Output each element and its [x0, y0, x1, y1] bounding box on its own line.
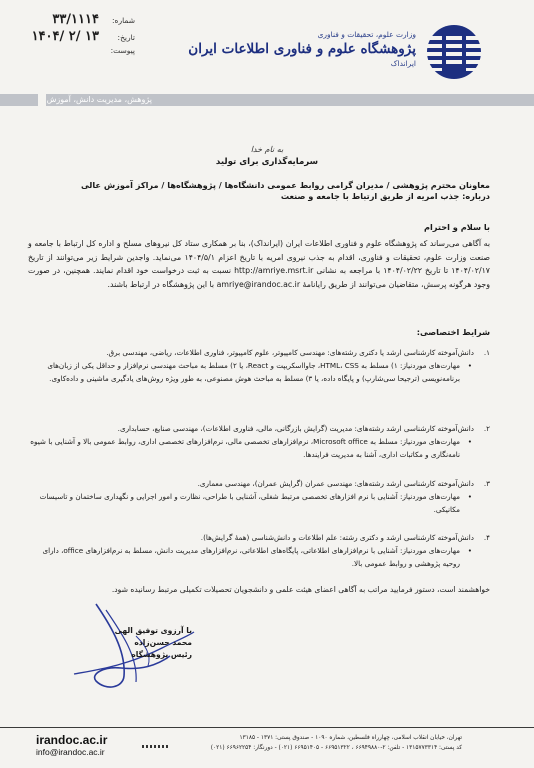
condition-body-text: مهارت‌های موردنیاز: مسلط به Microsoft office، نرم‌افزارهای تخصصی مالی، نرم‌افزارهای تخصصی اداری، روابط عمومی بالا و آشنایی با شیوه نامه‌نگاری و مکاتبات اداری، آشنا به مدیریت فرایندها.	[30, 437, 460, 460]
attachment-row	[30, 46, 135, 63]
header-band-text: پژوهش، مدیریت دانش، آموزش	[46, 95, 152, 104]
bullet-icon: •	[467, 361, 472, 371]
condition-body	[30, 490, 490, 516]
number-label: شماره:	[112, 16, 135, 25]
condition-head	[30, 346, 490, 359]
number-row	[30, 12, 135, 29]
organization-name-block	[188, 30, 416, 69]
condition-number: ۴.	[483, 533, 490, 542]
letter-metadata	[30, 12, 135, 63]
date-label: تاریخ:	[117, 33, 135, 42]
conditions-list	[30, 346, 490, 571]
bullet-icon: •	[467, 437, 472, 447]
date-value: ۱۴۰۴/ ۲/ ۱۳	[31, 29, 99, 44]
irandoc-logo-icon	[420, 22, 488, 82]
closing-paragraph: خواهشمند است، دستور فرمایید مراتب به آگاهی اعضای هیئت علمی و دانشجویان تحصیلات تکمیلی مرتبط رسانیده شود.	[111, 585, 490, 594]
date-row	[30, 29, 135, 46]
bullet-icon: •	[467, 546, 472, 556]
header-band	[0, 94, 534, 106]
ministry-name: وزارت علوم، تحقیقات و فناوری	[317, 30, 416, 39]
organization-abbreviation: ایرانداک	[390, 59, 416, 68]
recipients-block	[30, 180, 490, 202]
basmala: به نام خدا	[250, 145, 284, 154]
condition-item	[30, 422, 490, 477]
footer-address	[182, 734, 462, 753]
condition-head-text: دانش‌آموخته کارشناسی ارشد و دکتری رشته: علم اطلاعات و دانش‌شناسی (همهٔ گرایش‌ها).	[200, 533, 474, 542]
number-value: ۳۳/۱۱۱۴	[52, 12, 99, 27]
footer-address-line: تهران، خیابان انقلاب اسلامی، چهارراه فلسطین، شماره ۱۰۹۰ - صندوق پستی: ۱۳۷۱ - ۱۳۱۸۵	[239, 735, 462, 741]
footer-website[interactable]: irandoc.ac.ir	[36, 733, 108, 747]
recipients-line: معاونان محترم پژوهشی / مدیران گرامی روابط عمومی دانشگاه‌ها / پژوهشگاه‌ها / مراکز آموزش عالی	[80, 180, 490, 190]
condition-number: ۲.	[483, 424, 490, 433]
condition-body-text: مهارت‌های موردنیاز: آشنایی با نرم‌افزارهای اطلاعاتی، پایگاه‌های اطلاعاتی، نرم‌افزارهای مدیریت دانش، مسلط به نرم‌افزارهای office، دارای روحیه پژوهشی و روابط عمومی بالا.	[42, 546, 460, 569]
bullet-icon: •	[467, 492, 472, 502]
signatory-name: محمد حسن‌زاده	[134, 638, 192, 647]
letter-subject-title: سرمایه‌گذاری برای تولید	[215, 157, 319, 167]
footer	[0, 727, 534, 768]
signature-block	[42, 625, 192, 661]
condition-head	[30, 531, 490, 544]
condition-body-text: مهارت‌های موردنیاز: آشنایی با نرم افزارهای تخصصی مرتبط شغلی، آشنایی با طراحی، نظارت و امور اجرایی و نگهداری ساختمان و تاسیسات مکانیکی.	[39, 492, 460, 515]
condition-number: ۳.	[483, 479, 490, 488]
condition-body-text: مهارت‌های موردنیاز: ۱) مسلط به HTML، CSS، جاوااسکریپت و React، یا ۲) مسلط به مباحث مهندسی نرم‌افزار و حداقل یکی از زبان‌های برنامه‌نویسی (ترجیحا سی‌شارپ) و پایگاه داده، یا ۳) مسلط به مباحث هوش مصنوعی، به طور ویژه روش‌های یادگیری ماشینی و داده‌کاوی.	[47, 361, 460, 384]
footer-contact-line: کد پستی: ۱۳۱۵۷۷۳۳۱۴ - تلفن: ۲-۶۶۹۴۹۸۸۰ ، ۶۶۹۵۱۳۲۲ - ۶۶۹۵۱۴۰۵ (۰۲۱) - دورنگار: ۶۶۹۶۲۲۵۴ (۰۲۱)	[210, 744, 462, 751]
footer-dotted-divider	[142, 745, 170, 748]
main-paragraph: به آگاهی می‌رساند که پژوهشگاه علوم و فناوری اطلاعات ایران (ایرانداک)، بنا بر همکاری ستاد کل نیروهای مسلح و اداره کل ارتباط با جامعه و صنعت وزارت علوم، تحقیقات و فناوری، اقدام به جذب نیروی امریه با تاریخ اعزام ۱۴۰۴/۵/۱ می‌نماید. واجدین شرایط زیر می‌توانند از تاریخ ۱۴۰۴/۰۲/۱۷ تا تاریخ ۱۴۰۴/۰۲/۲۲ با مراجعه به نشانی http://amriye.msrt.ir نسبت به ثبت درخواست خود اقدام نمایند. همچنین، در صورت وجود هرگونه پرسش، متقاضیان می‌توانند از طریق رایانامهٔ amriye@irandoc.ac.ir با این پژوهشگاه در ارتباط باشند.	[28, 239, 490, 290]
condition-item	[30, 531, 490, 571]
condition-head-text: دانش‌آموخته کارشناسی ارشد رشته‌های: مدیریت (گرایش بازرگانی، مالی، فناوری اطلاعات)، مهندسی صنایع، حسابداری.	[117, 424, 474, 433]
signatory-title: رئیس پژوهشگاه	[131, 650, 192, 659]
condition-body	[30, 544, 490, 570]
signature-salutation: با آرزوی توفیق الهی	[114, 626, 192, 635]
condition-item	[30, 477, 490, 531]
footer-divider	[0, 727, 534, 728]
subject-line: درباره: جذب امریه از طریق ارتباط با جامعه و صنعت	[280, 191, 490, 201]
conditions-title: شرایط اختصاصی:	[416, 327, 490, 337]
condition-body	[30, 435, 490, 461]
condition-head	[30, 422, 490, 435]
attachment-label: پیوست:	[110, 46, 135, 55]
condition-head-text: دانش‌آموخته کارشناسی ارشد رشته‌های: مهندسی عمران (گرایش عمران)، مهندسی معماری.	[197, 479, 474, 488]
condition-head	[30, 477, 490, 490]
footer-email[interactable]: info@irandoc.ac.ir	[36, 747, 105, 757]
organization-title: پژوهشگاه علوم و فناوری اطلاعات ایران	[188, 41, 416, 57]
condition-body	[30, 359, 490, 385]
condition-head-text: دانش‌آموخته کارشناسی ارشد یا دکتری رشته‌های: مهندسی کامپیوتر، علوم کامپیوتر، فناوری اطلاعات، ریاضی، مهندسی برق.	[106, 348, 474, 357]
condition-number: ۱.	[483, 348, 490, 357]
condition-item	[30, 346, 490, 422]
greeting: با سلام و احترام	[423, 222, 490, 232]
